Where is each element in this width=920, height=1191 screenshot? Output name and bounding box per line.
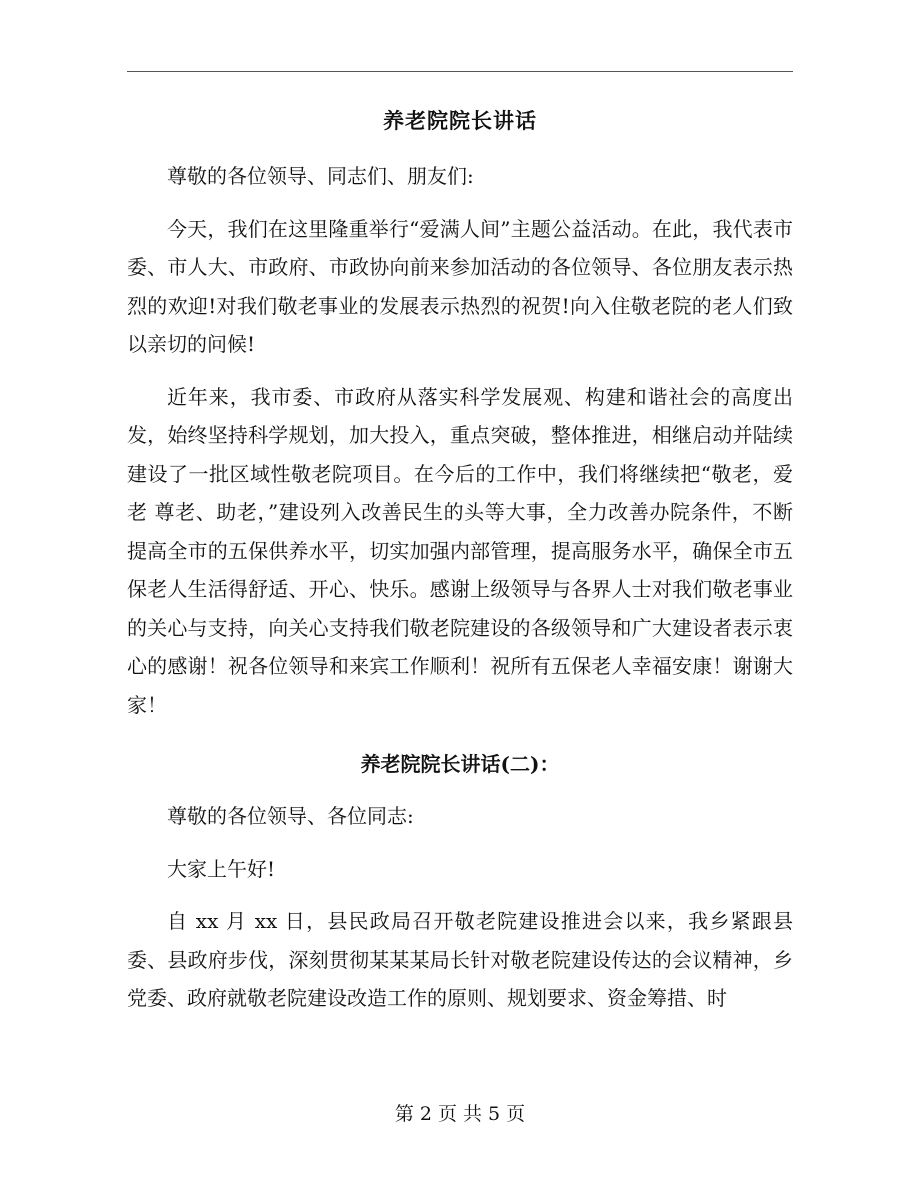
paragraph: 近年来，我市委、市政府从落实科学发展观、构建和谐社会的高度出发，始终坚持科学规划，加大投入，重点突破，整体推进，相继启动并陆续建设了一批区域性敬老院项目。在今后的工作中，我们将继续把“敬老，爱老 尊老、助老，”建设列入改善民生的头等大事，全力改善办院条件，不断提高全市的五保供养水平，切实加强内部管理，提高服务水平，确保全市五保老人生活得舒适、开心、快乐。感谢上级领导与各界人士对我们敬老事业的关心与支持，向关心支持我们敬老院建设的各级领导和广大建设者表示衷心的感谢！祝各位领导和来宾工作顺利！祝所有五保老人幸福安康！谢谢大家！	[127, 384, 793, 717]
salutation: 尊敬的各位领导、同志们、朋友们:	[167, 164, 474, 188]
section-title: 养老院院长讲话(二)：	[360, 752, 560, 776]
paragraph: 自 xx 月 xx 日，县民政局召开敬老院建设推进会以来，我乡紧跟县委、县政府步伐，深刻贯彻某某某局长针对敬老院建设传达的会议精神，乡党委、政府就敬老院建设改造工作的原则、规划要求、资金筹措、时	[127, 909, 793, 1010]
salutation: 尊敬的各位领导、各位同志:	[167, 804, 414, 828]
greeting: 大家上午好!	[167, 856, 276, 881]
header-rule	[127, 71, 793, 72]
document-title: 养老院院长讲话	[383, 108, 537, 133]
document-page	[127, 105, 793, 1032]
page-number: 第 2 页 共 5 页	[394, 1103, 526, 1125]
paragraph: 今天，我们在这里隆重举行“爱满人间”主题公益活动。在此，我代表市委、市人大、市政府、市政协向前来参加活动的各位领导、各位朋友表示热烈的欢迎!对我们敬老事业的发展表示热烈的祝贺!向入住敬老院的老人们致以亲切的问候!	[127, 216, 793, 356]
